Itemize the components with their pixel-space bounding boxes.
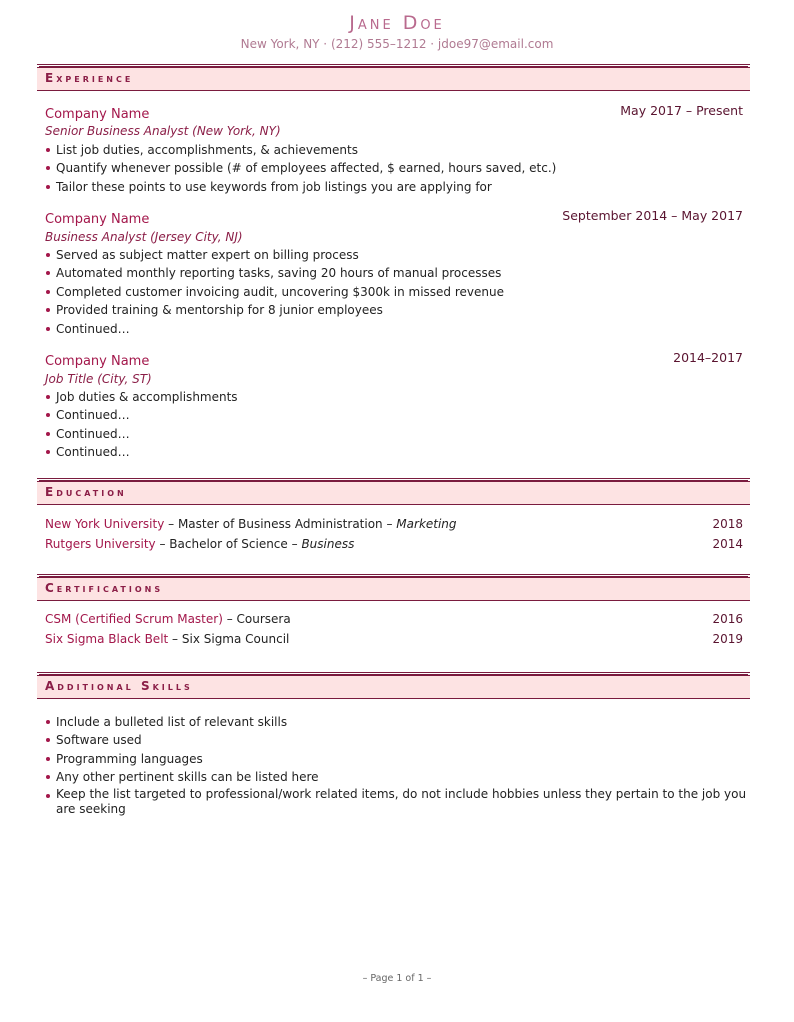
list-item: Continued… (45, 425, 750, 443)
list-item: Job duties & accomplishments (45, 388, 750, 406)
section-title: Experience (45, 71, 134, 85)
job-dates: May 2017 – Present (620, 103, 743, 118)
list-item: List job duties, accomplishments, & achievements (45, 141, 750, 159)
school-name: Rutgers University (45, 537, 156, 551)
job-header (45, 208, 743, 226)
list-item: Automated monthly reporting tasks, saving 20 hours of manual processes (45, 264, 750, 282)
list-item: Served as subject matter expert on billing process (45, 246, 750, 264)
list-item: Continued… (45, 406, 750, 424)
skills-list (45, 713, 750, 817)
company-name: Company Name (45, 212, 150, 227)
job-title: Business Analyst (Jersey City, NJ) (45, 230, 243, 244)
list-item: Continued… (45, 320, 750, 338)
job-header (45, 350, 743, 368)
list-item: Any other pertinent skills can be listed here (45, 768, 750, 786)
list-item: Software used (45, 731, 750, 749)
certification-name: CSM (Certified Scrum Master) (45, 612, 223, 626)
education-entry (45, 537, 743, 551)
degree: Master of Business Administration (177, 517, 383, 531)
education-section-header (37, 481, 750, 505)
section-title: Certifications (45, 581, 164, 595)
separator: – (168, 632, 182, 646)
job-dates: September 2014 – May 2017 (562, 208, 743, 223)
separator: – (164, 517, 178, 531)
education-entry (45, 517, 743, 531)
certification-year: 2016 (712, 612, 743, 626)
section-title: Additional Skills (45, 679, 193, 693)
certification-entry (45, 632, 743, 646)
certification-year: 2019 (712, 632, 743, 646)
issuer: Six Sigma Council (181, 632, 290, 646)
separator: – (222, 612, 237, 626)
separator: – (287, 537, 302, 551)
candidate-name: Jane Doe (349, 12, 445, 34)
list-item: Continued… (45, 443, 750, 461)
list-item: Keep the list targeted to professional/work related items, do not include hobbies unless they pertain to the job you are seeking (45, 787, 750, 817)
job-header (45, 103, 743, 121)
field-of-study: Business (301, 537, 355, 551)
issuer: Coursera (236, 612, 291, 626)
graduation-year: 2014 (712, 537, 743, 551)
field-of-study: Marketing (396, 517, 457, 531)
page-footer: – Page 1 of 1 – (362, 973, 432, 984)
list-item: Provided training & mentorship for 8 junior employees (45, 301, 750, 319)
certification-entry (45, 612, 743, 626)
contact-line: New York, NY · (212) 555–1212 · jdoe97@email.com (240, 37, 554, 51)
company-name: Company Name (45, 354, 150, 369)
job-title: Senior Business Analyst (New York, NY) (45, 124, 281, 138)
separator: – (155, 537, 170, 551)
list-item: Programming languages (45, 750, 750, 768)
certification-name: Six Sigma Black Belt (45, 632, 169, 646)
separator: – (382, 517, 397, 531)
degree: Bachelor of Science (169, 537, 288, 551)
list-item: Quantify whenever possible (# of employees affected, $ earned, hours saved, etc.) (45, 159, 750, 177)
job-title: Job Title (City, ST) (45, 372, 152, 386)
school-name: New York University (45, 517, 165, 531)
job-dates: 2014–2017 (673, 350, 743, 365)
job-bullets (45, 141, 750, 196)
experience-section-header (37, 67, 750, 91)
section-title: Education (45, 485, 127, 499)
list-item: Include a bulleted list of relevant skills (45, 713, 750, 731)
job-bullets (45, 246, 750, 338)
graduation-year: 2018 (712, 517, 743, 531)
job-bullets (45, 388, 750, 462)
skills-section-header (37, 675, 750, 699)
company-name: Company Name (45, 107, 150, 122)
certifications-section-header (37, 577, 750, 601)
list-item: Tailor these points to use keywords from job listings you are applying for (45, 178, 750, 196)
list-item: Completed customer invoicing audit, uncovering $300k in missed revenue (45, 283, 750, 301)
